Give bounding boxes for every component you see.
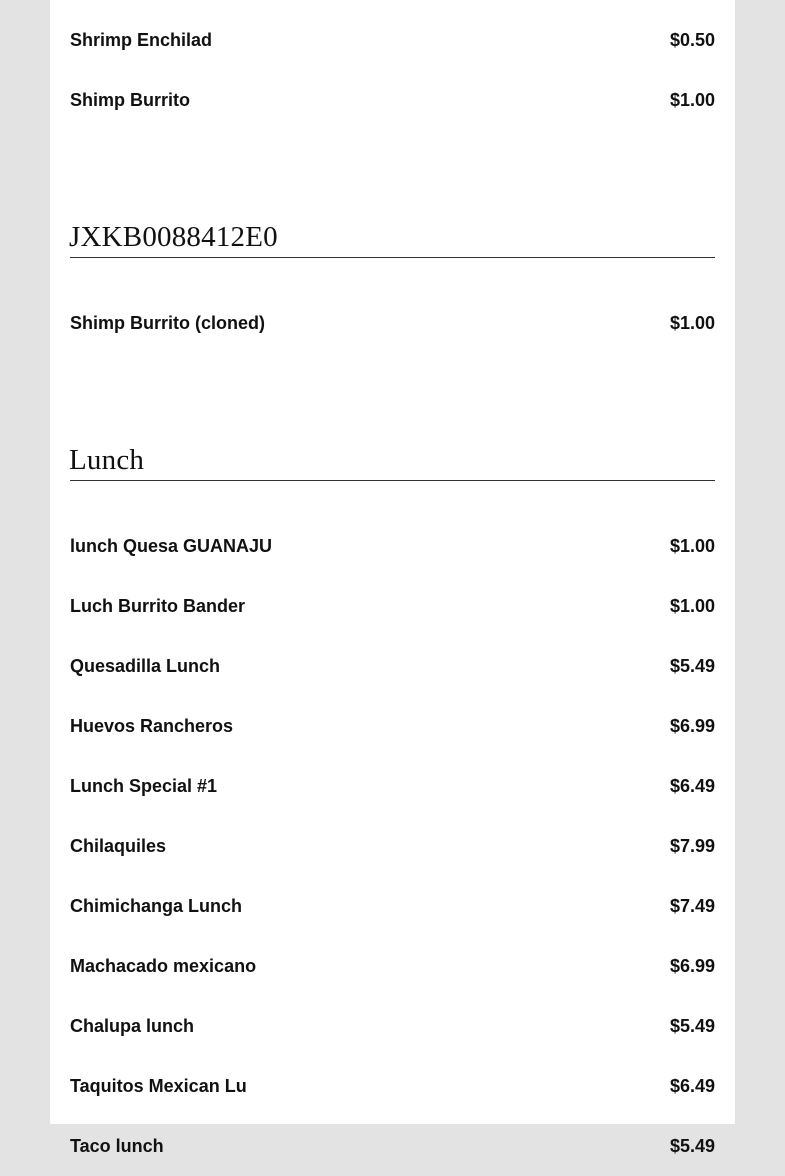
menu-item[interactable] bbox=[70, 293, 715, 353]
menu-item-price: $7.49 bbox=[669, 895, 715, 916]
section-title: JXKB0088412E0 bbox=[69, 221, 278, 253]
menu-item[interactable] bbox=[70, 516, 715, 576]
menu-item-name: lunch Quesa GUANAJU bbox=[70, 535, 273, 556]
menu-item-price: $5.49 bbox=[669, 1015, 715, 1036]
menu-item-name: Taquitos Mexican Lu bbox=[70, 1075, 247, 1096]
menu-item-price: $6.49 bbox=[669, 1075, 715, 1096]
menu-item-price: $0.50 bbox=[669, 29, 715, 50]
menu-item-price: $5.49 bbox=[669, 1135, 715, 1156]
menu-page bbox=[50, 0, 735, 1156]
menu-item-price: $1.00 bbox=[669, 89, 715, 110]
menu-item-price: $1.00 bbox=[669, 312, 715, 333]
menu-section bbox=[70, 10, 715, 130]
menu-item[interactable] bbox=[70, 636, 715, 696]
section-header bbox=[70, 215, 715, 258]
menu-item[interactable] bbox=[70, 996, 715, 1056]
menu-item[interactable] bbox=[70, 1116, 715, 1176]
menu-item[interactable] bbox=[70, 576, 715, 636]
menu-item[interactable] bbox=[70, 816, 715, 876]
menu-item-price: $7.99 bbox=[669, 835, 715, 856]
menu-item-name: Shimp Burrito (cloned) bbox=[70, 312, 265, 333]
menu-section bbox=[70, 353, 715, 1176]
section-header bbox=[70, 438, 715, 481]
menu-item-name: Quesadilla Lunch bbox=[70, 655, 221, 676]
menu-content bbox=[70, 0, 715, 1176]
menu-item-name: Huevos Rancheros bbox=[70, 715, 234, 736]
menu-item-name: Lunch Special #1 bbox=[70, 775, 218, 796]
menu-item-name: Chilaquiles bbox=[70, 835, 167, 856]
section-title: Lunch bbox=[69, 444, 145, 476]
menu-section bbox=[70, 130, 715, 353]
menu-item-name: Shimp Burrito bbox=[70, 89, 190, 110]
menu-item[interactable] bbox=[70, 936, 715, 996]
menu-item[interactable] bbox=[70, 756, 715, 816]
menu-item-price: $5.49 bbox=[669, 655, 715, 676]
menu-item-price: $6.99 bbox=[669, 715, 715, 736]
menu-item-name: Taco lunch bbox=[70, 1135, 164, 1156]
menu-item-name: Shrimp Enchilad bbox=[70, 29, 213, 50]
menu-item-price: $1.00 bbox=[669, 535, 715, 556]
menu-item-name: Chalupa lunch bbox=[70, 1015, 195, 1036]
menu-item[interactable] bbox=[70, 696, 715, 756]
menu-item-name: Luch Burrito Bander bbox=[70, 595, 246, 616]
menu-item-name: Machacado mexicano bbox=[70, 955, 257, 976]
menu-item-name: Chimichanga Lunch bbox=[70, 895, 243, 916]
menu-item-price: $1.00 bbox=[669, 595, 715, 616]
menu-item-price: $6.99 bbox=[669, 955, 715, 976]
menu-item[interactable] bbox=[70, 70, 715, 130]
menu-item-price: $6.49 bbox=[669, 775, 715, 796]
menu-item[interactable] bbox=[70, 1056, 715, 1116]
menu-item[interactable] bbox=[70, 876, 715, 936]
menu-item[interactable] bbox=[70, 10, 715, 70]
